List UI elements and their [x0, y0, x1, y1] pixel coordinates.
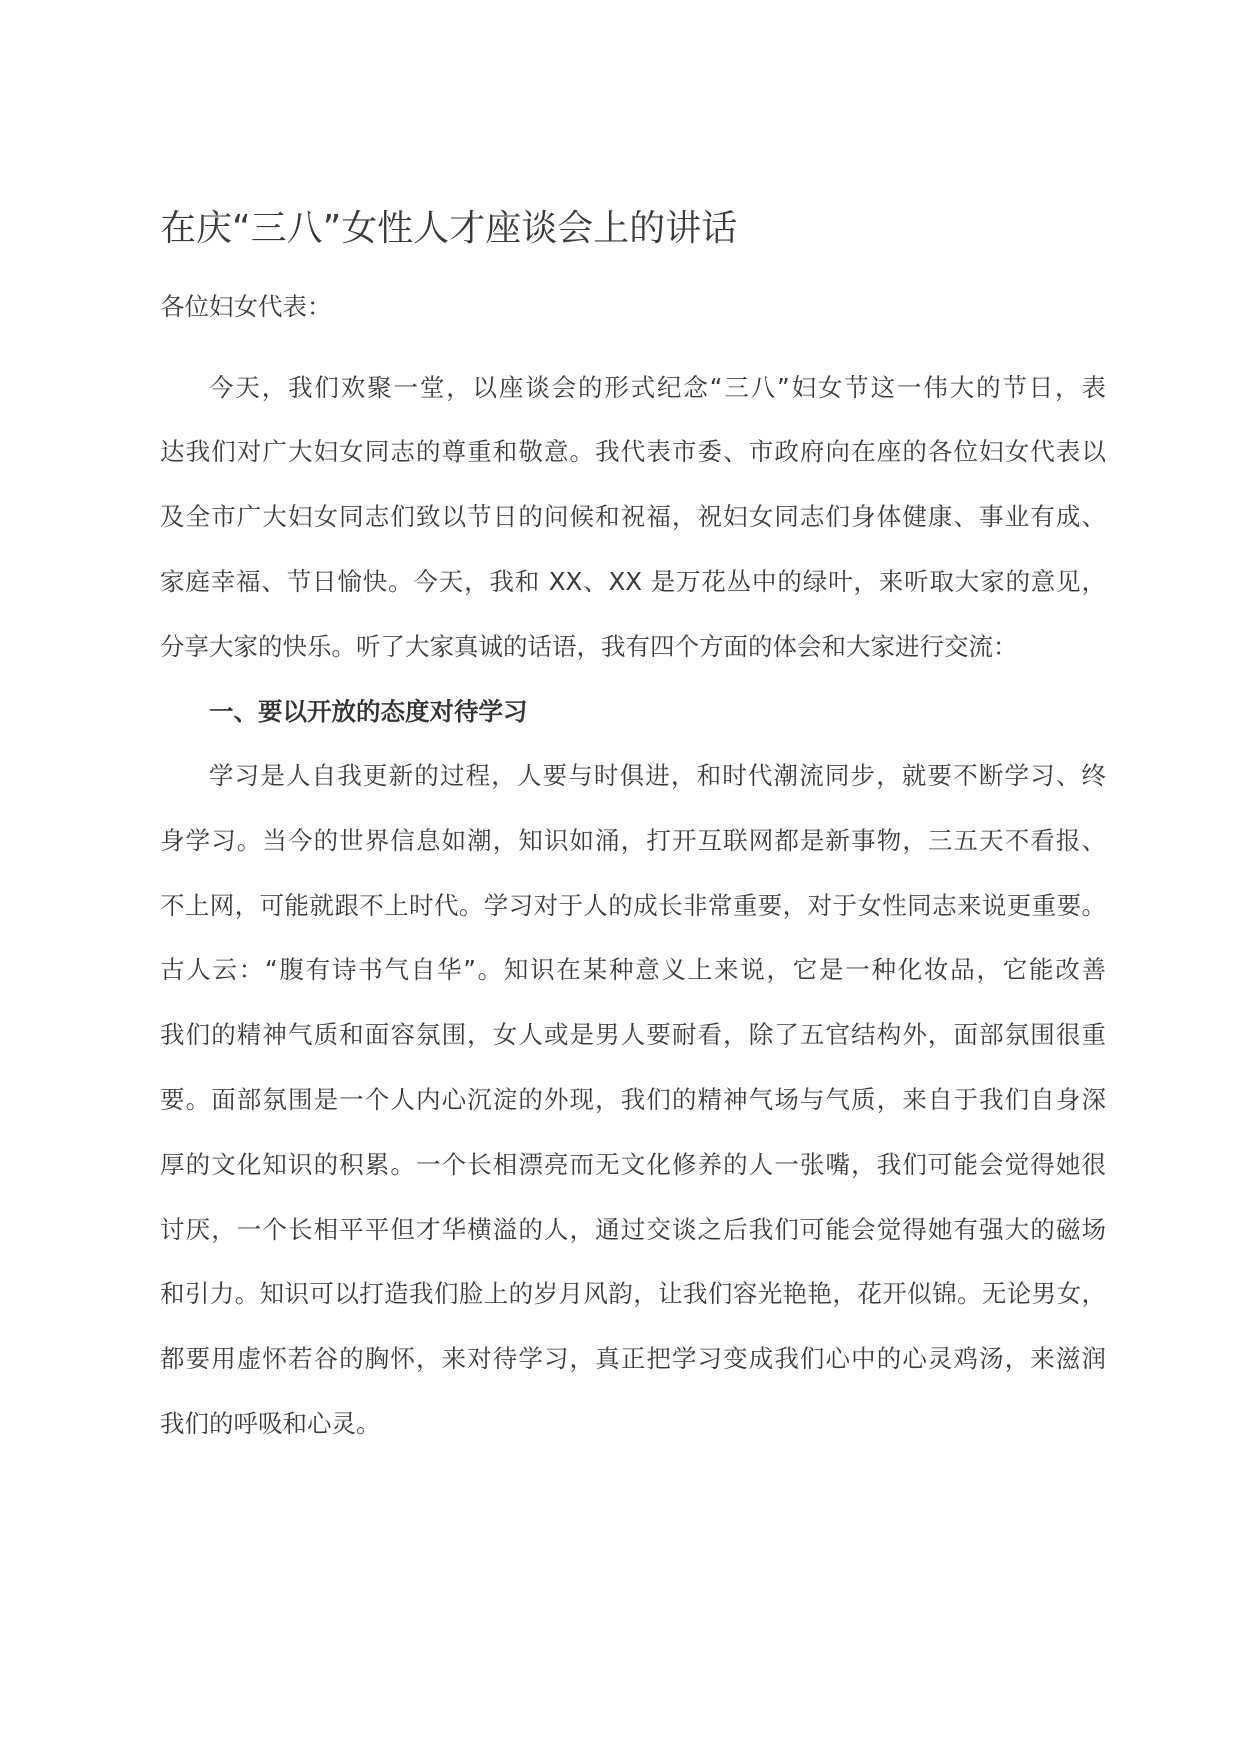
paragraph-line: 不上网，可能就跟不上时代。学习对于人的成长非常重要，对于女性同志来说更重要。 — [160, 890, 1106, 920]
paragraph-line: 家庭幸福、节日愉快。今天，我和 XX、XX 是万花丛中的绿叶，来听取大家的意见， — [160, 567, 1106, 596]
paragraph-line: 今天，我们欢聚一堂，以座谈会的形式纪念“三八”妇女节这一伟大的节日，表 — [209, 372, 1106, 402]
paragraph-line: 达我们对广大妇女同志的尊重和敬意。我代表市委、市政府向在座的各位妇女代表以 — [160, 437, 1106, 467]
salutation: 各位妇女代表： — [160, 292, 332, 321]
paragraph-line: 及全市广大妇女同志们致以节日的问候和祝福，祝妇女同志们身体健康、事业有成、 — [160, 502, 1106, 532]
document-title: 在庆“三八”女性人才座谈会上的讲话 — [160, 208, 738, 249]
section-heading: 一、要以开放的态度对待学习 — [209, 697, 528, 726]
paragraph-line: 古人云：“腹有诗书气自华”。知识在某种意义上来说，它是一种化妆品，它能改善 — [160, 955, 1106, 985]
paragraph-line: 我们的精神气质和面容氛围，女人或是男人要耐看，除了五官结构外，面部氛围很重 — [160, 1020, 1106, 1050]
paragraph-line: 都要用虚怀若谷的胸怀，来对待学习，真正把学习变成我们心中的心灵鸡汤，来滋润 — [160, 1344, 1106, 1374]
paragraph-line: 讨厌，一个长相平平但才华横溢的人，通过交谈之后我们可能会觉得她有强大的磁场 — [160, 1214, 1106, 1244]
paragraph-line: 分享大家的快乐。听了大家真诚的话语，我有四个方面的体会和大家进行交流： — [160, 631, 1018, 661]
paragraph-line: 要。面部氛围是一个人内心沉淀的外现，我们的精神气场与气质，来自于我们自身深 — [160, 1085, 1106, 1114]
paragraph-line: 身学习。当今的世界信息如潮，知识如涌，打开互联网都是新事物，三五天不看报、 — [160, 825, 1106, 855]
paragraph-line: 我们的呼吸和心灵。 — [160, 1409, 381, 1438]
paragraph-line: 学习是人自我更新的过程，人要与时俱进，和时代潮流同步，就要不断学习、终 — [209, 761, 1106, 790]
paragraph-line: 和引力。知识可以打造我们脸上的岁月风韵，让我们容光艳艳，花开似锦。无论男女， — [160, 1279, 1106, 1309]
paragraph-line: 厚的文化知识的积累。一个长相漂亮而无文化修养的人一张嘴，我们可能会觉得她很 — [160, 1149, 1106, 1179]
